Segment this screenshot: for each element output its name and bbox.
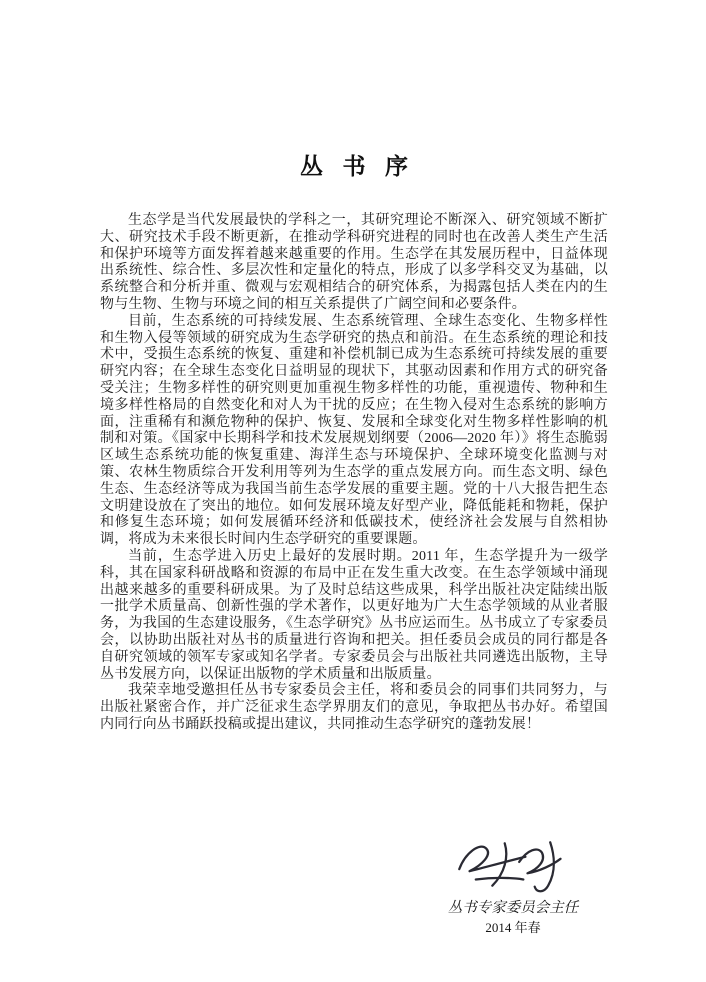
preface-paragraph-4: 我荣幸地受邀担任丛书专家委员会主任，将和委员会的同事们共同努力，与出版社紧密合作，并广泛征求生态学界朋友们的意见，争取把丛书办好。希望国内同行向丛书踊跃投稿或提出建议，共同推动生态学研究的蓬勃发展！	[100, 683, 608, 732]
preface-paragraph-2: 目前，生态系统的可持续发展、生态系统管理、全球生态变化、生物多样性和生物入侵等领域的研究成为生态学研究的热点和前沿。在生态系统的理论和技术中，受损生态系统的恢复、重建和补偿机制已成为生态系统可持续发展的重要研究内容；在全球生态变化日益明显的现状下，其驱动因素和作用方式的研究备受关注；生物多样性的研究则更加重视生物多样性的功能，重视遗传、物种和生境多样性格局的自然变化和对人为干扰的反应；在生物入侵对生态系统的影响方面，注重稀有和濒危物种的保护、恢复、发展和全球变化对生物多样性影响的机制和对策。《国家中长期科学和技术发展规划纲要（2006—2020 年）》将生态脆弱区域生态系统功能的恢复重建、海洋生态与环境保护、全球环境变化监测与对策、农林生物质综合开发利用等列为生态学的重点发展方向。而生态文明、绿色生态、生态经济等成为我国当前生态学发展的重要主题。党的十八大报告把生态文明建设放在了突出的地位。如何发展环境友好型产业，降低能耗和物耗，保护和修复生态环境；如何发展循环经济和低碳技术，使经济社会发展与自然相协调，将成为未来很长时间内生态学研究的重要课题。	[100, 313, 608, 548]
signature-block	[408, 834, 618, 937]
preface-paragraph-3: 当前，生态学进入历史上最好的发展时期。2011 年，生态学提升为一级学科，其在国家科研战略和资源的布局中正在发生重大改变。在生态学领域中涌现出越来越多的重要科研成果。为了及时总结这些成果，科学出版社决定陆续出版一批学术质量高、创新性强的学术著作，以更好地为广大生态学领域的从业者服务，为我国的生态建设服务，《生态学研究》丛书应运而生。丛书成立了专家委员会，以协助出版社对丛书的质量进行咨询和把关。担任委员会成员的同行都是各自研究领域的领军专家或知名学者。专家委员会与出版社共同遴选出版物，主导丛书发展方向，以保证出版物的学术质量和出版质量。	[100, 548, 608, 682]
preface-body	[100, 213, 608, 734]
signature-date: 2014 年春	[485, 920, 541, 935]
signature-role: 丛书专家委员会主任	[447, 900, 579, 916]
handwritten-signature-icon	[451, 834, 575, 896]
preface-paragraph-1: 生态学是当代发展最快的学科之一，其研究理论不断深入、研究领域不断扩大、研究技术手段不断更新，在推动学科研究进程的同时也在改善人类生产生活和保护环境等方面发挥着越来越重要的作用。生态学在其发展历程中，日益体现出系统性、综合性、多层次性和定量化的特点，形成了以多学科交叉为基础，以系统整合和分析并重、微观与宏观相结合的研究体系，为揭露包括人类在内的生物与生物、生物与环境之间的相互关系提供了广阔空间和必要条件。	[100, 213, 608, 312]
page-title: 丛书序	[299, 154, 428, 179]
